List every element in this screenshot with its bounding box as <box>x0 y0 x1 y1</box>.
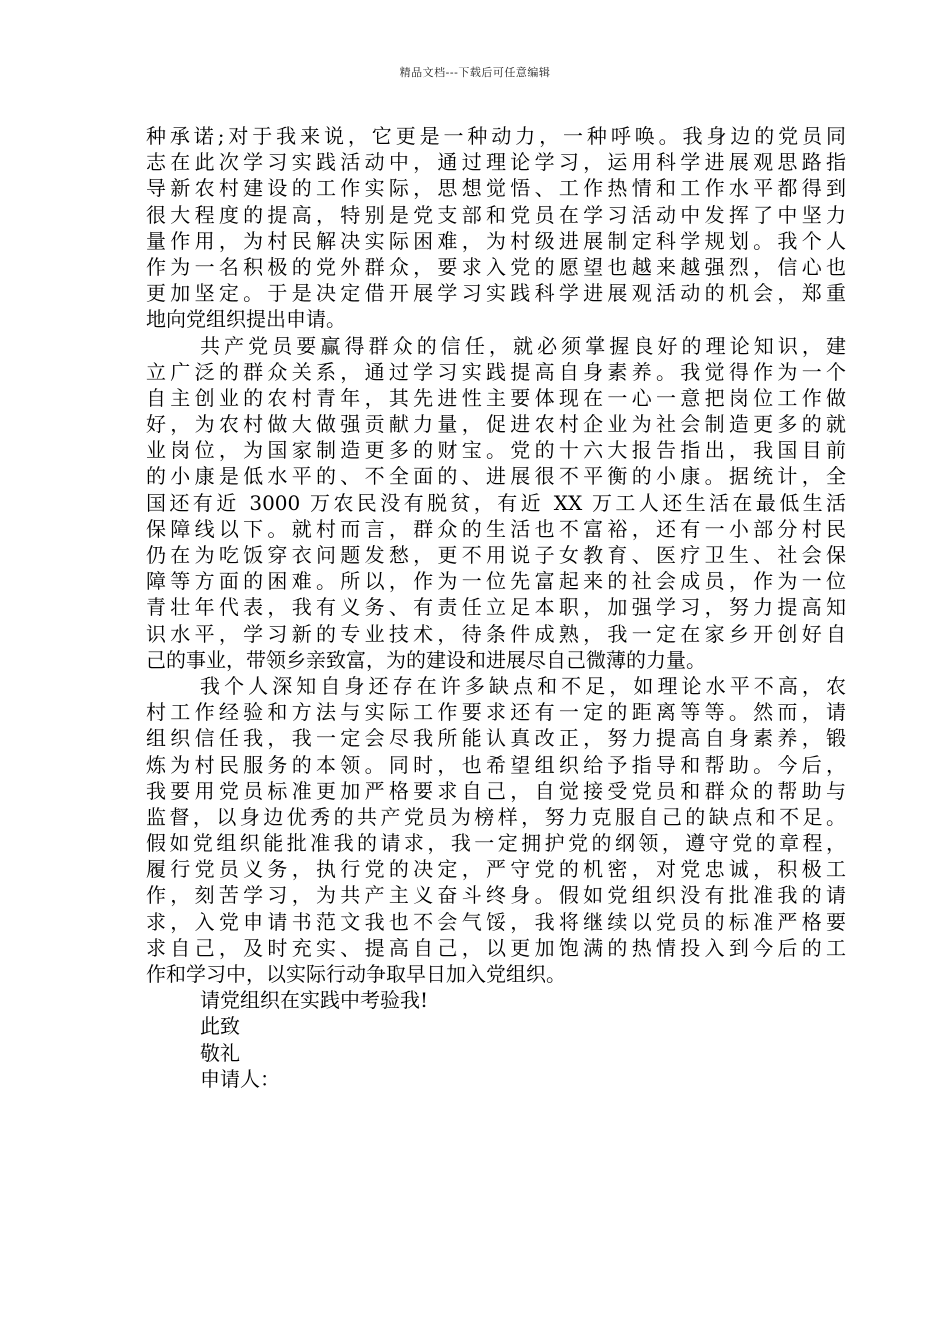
paragraph-line: 障等方面的困难。所以，作为一位先富起来的社会成员，作为一位 <box>146 569 846 594</box>
paragraph <box>146 673 846 987</box>
paragraph-line: 仍在为吃饭穿衣问题发愁，更不用说子女教育、医疗卫生、社会保 <box>146 543 846 567</box>
letter-body <box>146 123 846 1092</box>
paragraph-line: 更加坚定。于是决定借开展学习实践科学进展观活动的机会，郑重 <box>146 281 846 306</box>
paragraph-line: 作为一名积极的党外群众，要求入党的愿望也越来越强烈，信心也 <box>146 254 846 279</box>
paragraph-line: 村工作经验和方法与实际工作要求还有一定的距离等等。然而，请 <box>146 700 846 725</box>
paragraph-line: 很大程度的提高，特别是党支部和党员在学习活动中发挥了中坚力 <box>146 202 846 227</box>
paragraph-line: 我要用党员标准更加严格要求自己，自觉接受党员和群众的帮助与 <box>146 778 846 803</box>
paragraph-line: 种承诺;对于我来说，它更是一种动力，一种呼唤。我身边的党员同 <box>146 124 846 148</box>
paragraph-line: 共产党员要赢得群众的信任，就必须掌握良好的理论知识，建 <box>200 333 846 358</box>
paragraph-line: 己的事业，带领乡亲致富，为的建设和进展尽自己微薄的力量。 <box>146 647 706 672</box>
paragraph-line: 作和学习中，以实际行动争取早日加入党组织。 <box>146 962 566 986</box>
paragraph-line: 假如党组织能批准我的请求，我一定拥护党的纲领，遵守党的章程， <box>146 831 846 856</box>
paragraph <box>146 123 846 333</box>
closing-salutation: 此致 <box>200 1014 240 1039</box>
paragraph-line: 的小康是低水平的、不全面的、进展很不平衡的小康。据统计，全 <box>146 464 846 489</box>
letter-closing <box>146 987 846 1092</box>
paragraph-line: 好，为农村做大做强贡献力量，促进农村企业为社会制造更多的就 <box>146 412 846 437</box>
paragraph-line: 求自己，及时充实、提高自己，以更加饱满的热情投入到今后的工 <box>146 935 846 960</box>
closing-request: 请党组织在实践中考验我! <box>200 988 429 1013</box>
paragraph-line: 立广泛的群众关系，通过学习实践提高自身素养。我觉得作为一个 <box>146 359 846 384</box>
closing-regards: 敬礼 <box>200 1040 240 1065</box>
paragraph-line: 青壮年代表，我有义务、有责任立足本职，加强学习，努力提高知 <box>146 595 846 620</box>
paragraph-line: 组织信任我，我一定会尽我所能认真改正，努力提高自身素养，锻 <box>146 726 846 751</box>
paragraph-line: 量作用，为村民解决实际困难，为村级进展制定科学规划。我个人 <box>146 228 846 253</box>
paragraph-line: 炼为村民服务的本领。同时，也希望组织给予指导和帮助。今后， <box>146 752 846 777</box>
paragraph-line: 国还有近 3000 万农民没有脱贫，有近 XX 万工人还生活在最低生活 <box>146 490 846 515</box>
paragraph-line: 业岗位，为国家制造更多的财宝。党的十六大报告指出，我国目前 <box>146 438 846 463</box>
applicant-signature-label: 申请人： <box>200 1066 280 1091</box>
running-header: 精品文档---下载后可任意编辑 <box>399 66 551 79</box>
paragraph-line: 我个人深知自身还存在许多缺点和不足，如理论水平不高，农 <box>200 673 846 698</box>
paragraph <box>146 333 846 673</box>
paragraph-line: 作，刻苦学习，为共产主义奋斗终身。假如党组织没有批准我的请 <box>146 883 846 908</box>
paragraph-line: 导新农村建设的工作实际，思想觉悟、工作热情和工作水平都得到 <box>146 176 846 201</box>
paragraph-line: 自主创业的农村青年，其先进性主要体现在一心一意把岗位工作做 <box>146 385 846 410</box>
paragraph-line: 志在此次学习实践活动中，通过理论学习，运用科学进展观思路指 <box>146 150 846 175</box>
paragraph-line: 识水平，学习新的专业技术，待条件成熟，我一定在家乡开创好自 <box>146 621 846 646</box>
paragraph-line: 求，入党申请书范文我也不会气馁，我将继续以党员的标准严格要 <box>146 909 846 934</box>
paragraph-line: 履行党员义务，执行党的决定，严守党的机密，对党忠诚，积极工 <box>146 857 846 882</box>
paragraph-line: 监督，以身边优秀的共产党员为榜样，努力克服自己的缺点和不足。 <box>146 804 846 829</box>
paragraph-line: 地向党组织提出申请。 <box>146 307 346 332</box>
paragraph-line: 保障线以下。就村而言，群众的生活也不富裕，还有一小部分村民 <box>146 516 846 541</box>
